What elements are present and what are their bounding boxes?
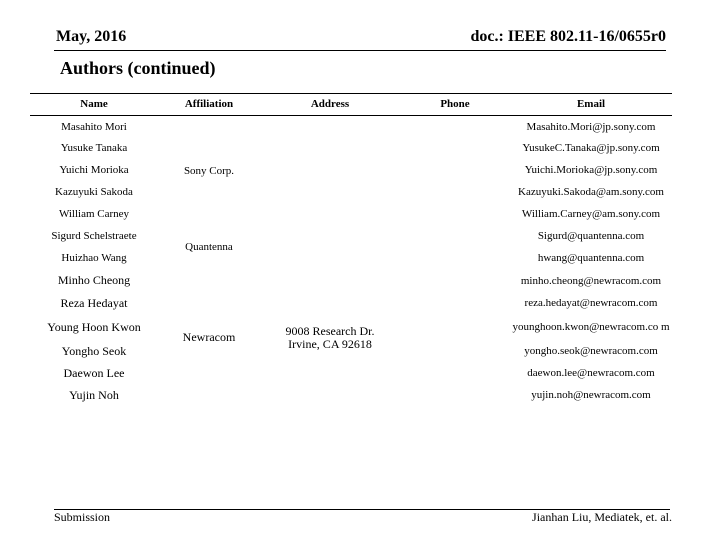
col-header-address: Address [260,94,400,116]
col-header-name: Name [30,94,158,116]
address-cell [260,270,400,407]
author-name: Yusuke Tanaka [60,142,128,155]
affiliation-cell: Sony Corp. [183,164,235,177]
author-name: Reza Hedayat [60,295,128,310]
header-doc-id: doc.: IEEE 802.11-16/0655r0 [470,28,666,45]
author-email: Yuichi.Morioka@jp.sony.com [524,164,658,177]
col-header-affiliation: Affiliation [158,94,260,116]
address-cell [260,116,400,226]
author-name: Daewon Lee [63,365,125,380]
table-row [30,226,672,248]
author-name: Yujin Noh [69,387,119,402]
col-header-email: Email [510,94,672,116]
author-name: Kazuyuki Sakoda [55,186,133,199]
author-email: hwang@quantenna.com [537,252,645,265]
affiliation-cell: Quantenna [185,241,233,254]
author-name: William Carney [58,208,130,221]
author-email: daewon.lee@newracom.com [527,367,655,380]
address-line-2: Irvine, CA 92618 [288,337,372,351]
header-date: May, 2016 [56,28,127,45]
address-cell [260,226,400,270]
author-email: Sigurd@quantenna.com [537,230,645,243]
author-name: Young Hoon Kwon [47,319,141,334]
author-name: Yongho Seok [61,343,127,358]
footer-submission: Submission [54,510,111,524]
author-email: reza.hedayat@newracom.com [524,297,658,310]
address-line-1: 9008 Research Dr. [285,323,375,338]
author-email: younghoon.kwon@newracom.co m [512,321,670,334]
authors-table [30,93,672,407]
author-name: Minho Cheong [57,273,131,288]
phone-cell [400,116,510,226]
table-row [30,270,672,293]
footer-authors: Jianhan Liu, Mediatek, et. al. [532,510,672,524]
header-rule [54,50,666,51]
author-name: Huizhao Wang [61,252,127,265]
author-name: Masahito Mori [61,120,127,133]
author-email: Masahito.Mori@jp.sony.com [526,120,656,133]
author-name: Sigurd Schelstraete [51,230,137,243]
author-email: Kazuyuki.Sakoda@am.sony.com [518,186,664,199]
author-email: yujin.noh@newracom.com [531,389,651,402]
affiliation-cell: Newracom [182,330,236,345]
table-row [30,116,672,138]
author-email: YusukeC.Tanaka@jp.sony.com [522,142,660,155]
phone-cell [400,226,510,270]
author-email: minho.cheong@newracom.com [520,274,662,287]
col-header-phone: Phone [400,94,510,116]
table-header-row [30,94,672,116]
slide-title: Authors (continued) [60,58,216,78]
author-name: Yuichi Morioka [59,164,129,177]
author-email: yongho.seok@newracom.com [524,345,658,358]
author-email: William.Carney@am.sony.com [521,208,661,221]
phone-cell [400,270,510,407]
